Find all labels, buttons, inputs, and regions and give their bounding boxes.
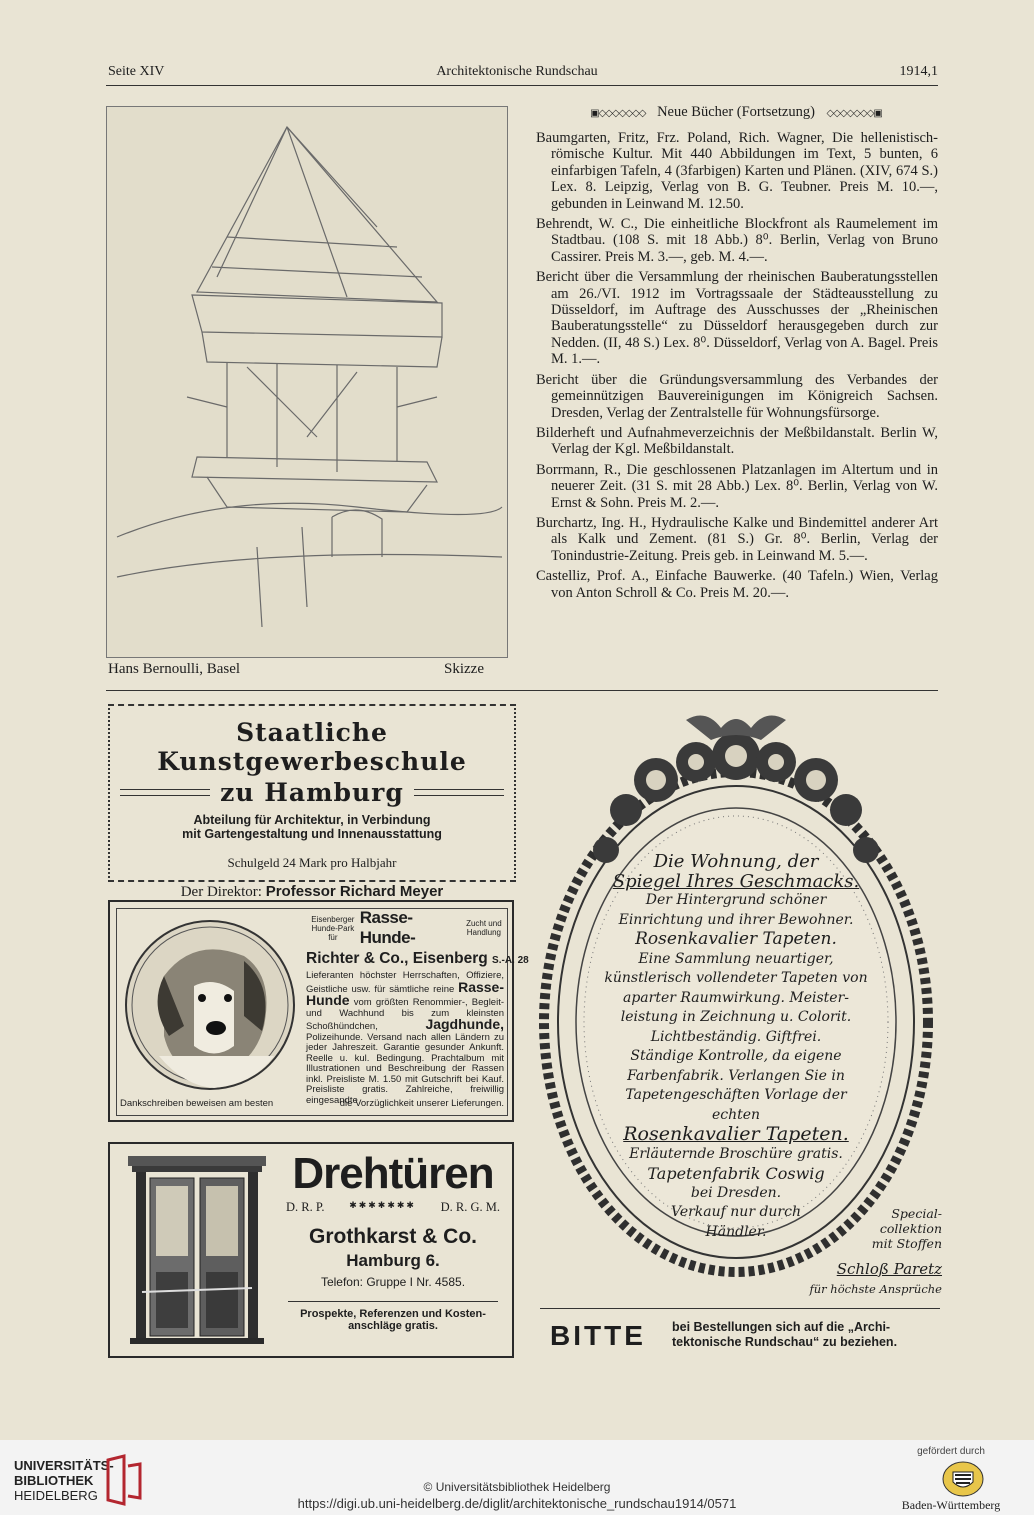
door-ad-note-1: Prospekte, Referenzen und Kosten- (300, 1308, 486, 1320)
wallpaper-claim: für höchste Ansprüche (809, 1282, 942, 1296)
door-ad-divider (288, 1301, 498, 1302)
dog-ad-footer (120, 1098, 504, 1109)
bitte-text (672, 1320, 897, 1350)
dog-ad-breeds: Rasse-Hunde (306, 978, 504, 1008)
dog-ad-para-3: Polizeihunde. Versand nach allen Ländern zu jeder Jahreszeit. Garantie gesunder Ankunft. Reelle u. kul. Bedingung. Prachtalbum mit Illustrationen und Beschreibung der Rassen inkl. Preisliste M. 1.50 mit Gutschrift bei Kauf. Preisliste gratis. Zahlreiche, freiwillig eingesandte (306, 1031, 504, 1106)
dog-ad-company-name: Richter & Co., Eisenberg (306, 950, 488, 967)
school-director (110, 883, 514, 901)
wallpaper-line: Händler. (705, 1223, 767, 1240)
school-director-label: Der Direktor: (180, 884, 262, 900)
book-entry: Baumgarten, Fritz, Frz. Poland, Rich. Wagner, Die hellenistisch-römische Kultur. Mit 440 Abbildungen im Text, 5 bunten, 6 einfarbigen Tafeln, 4 (3farbigen) Karten und Plänen. (XIV, 674 S.) Lex. 8. Leipzig, Verlag von B. G. Teubner. Preis M. 10.—, gebunden in Leinwand M. 12.50. (536, 130, 938, 212)
header-rule (106, 85, 938, 86)
bitte-word: BITTE (550, 1320, 646, 1351)
divider (414, 789, 504, 796)
wallpaper-schloss: Schloß Paretz (836, 1260, 942, 1278)
sketch-illustration (106, 106, 508, 658)
wallpaper-special-line: collektion (879, 1221, 942, 1236)
bitte-line-2: tektonische Rundschau“ zu beziehen. (672, 1335, 898, 1349)
door-ad-stars: ✱✱✱✱✱✱✱ (349, 1200, 416, 1210)
wallpaper-line: Tapetengeschäften Vorlage der (625, 1087, 847, 1103)
wallpaper-special-line: Special- (891, 1206, 942, 1221)
door-ad (108, 1142, 514, 1358)
school-subtitle-row (110, 778, 514, 807)
sketch-caption-left: Hans Bernoulli, Basel (108, 661, 241, 677)
wallpaper-line: Lichtbeständig. Giftfrei. (650, 1028, 822, 1045)
books-title-row (536, 104, 936, 121)
state-name: Baden-Württemberg (901, 1498, 1001, 1512)
viewer-footer (0, 1440, 1034, 1515)
door-ad-drp: D. R. P. (286, 1200, 325, 1214)
wallpaper-line: Tapetenfabrik Coswig (647, 1164, 825, 1183)
wallpaper-line: aparter Raumwirkung. Meister- (622, 989, 850, 1006)
wallpaper-line: Erläuternde Broschüre gratis. (629, 1145, 843, 1162)
school-title: Staatliche Kunstgewerbeschule (157, 718, 467, 776)
bitte-note (536, 1316, 940, 1356)
dog-ad-footer-right: die Vorzüglichkeit unserer Lieferungen. (339, 1098, 504, 1109)
library-name-3: HEIDELBERG (14, 1488, 98, 1503)
dog-ad-text (306, 908, 529, 1106)
bitte-line-1: bei Bestellungen sich auf die „Archi- (672, 1320, 891, 1334)
door-ad-phone: Telefon: Gruppe I Nr. 4585. (320, 1275, 466, 1289)
dog-ad-body (306, 971, 504, 1106)
funded-by-label: gefördert durch (917, 1446, 985, 1457)
wallpaper-ad-text (576, 852, 896, 1242)
dog-ad-hunting: Jagdhunde, (425, 1016, 504, 1032)
books-title-ornament-right: ◇◇◇◇◇◇◇▣ (826, 108, 882, 119)
book-entry: Burchartz, Ing. H., Hydraulische Kalke und Bindemittel anderer Art als Kalk und Zement. (81 S.) Gr. 8⁰. Berlin, Verlag der Tonindustrie-Zeitung. Preis geb. in Leinwand M. 5.—. (536, 514, 938, 564)
door-ad-note-2: anschläge gratis. (348, 1320, 438, 1332)
sketch-caption-right: Skizze (444, 661, 484, 677)
dog-ad-title: Rasse-Hunde- (359, 908, 416, 947)
door-ad-text (280, 1148, 506, 1332)
dog-ad-trade: Zucht und Handlung (466, 919, 502, 937)
door-ad-title: Drehtüren (292, 1149, 494, 1198)
wallpaper-line: Einrichtung und ihrer Bewohner. (618, 911, 854, 928)
wallpaper-line: Spiegel Ihres Geschmacks. (612, 870, 860, 892)
door-ad-patent (280, 1200, 506, 1215)
wallpaper-ad (536, 700, 940, 1304)
dog-ad-para-1: Lieferanten höchster Herrschaften, Offiziere, Geistliche usw. für sämtliche reine (306, 970, 504, 995)
book-entry: Castelliz, Prof. A., Einfache Bauwerke. (40 Tafeln.) Wien, Verlag von Anton Schroll & Co. Preis M. 20.—. (536, 568, 938, 601)
school-director-name: Professor Richard Meyer (265, 883, 444, 900)
dog-ad (108, 900, 529, 1122)
door-ad-city: Hamburg 6. (346, 1251, 440, 1270)
divider (120, 789, 210, 796)
books-title-ornament-left: ▣◇◇◇◇◇◇◇ (590, 108, 646, 119)
section-rule (106, 690, 938, 691)
wallpaper-line: Rosenkavalier Tapeten. (635, 929, 837, 949)
books-title: Neue Bücher (Fortsetzung) (657, 104, 815, 120)
header-center: Architektonische Rundschau (436, 64, 598, 79)
coat-of-arms-icon (940, 1460, 986, 1498)
header-right: 1914,1 (899, 64, 938, 79)
wallpaper-line: Farbenfabrik. Verlangen Sie in (627, 1067, 845, 1084)
wallpaper-line: bei Dresden. (690, 1184, 782, 1201)
book-entry: Bericht über die Gründungsversammlung des Verbandes der gemeinnützigen Bauvereinigungen im Königreich Sachsen. Dresden, Verlag der Zentralstelle für Wohnungsfürsorge. (536, 371, 938, 421)
revolving-door-image (122, 1152, 272, 1348)
school-dept-1: Abteilung für Architektur, in Verbindung (193, 813, 431, 827)
dog-ad-para-2: vom größten Renommier-, Begleit- und Wachhund bis zum kleinsten Schoßhündchen, (306, 997, 505, 1032)
school-dept-2: mit Gartengestaltung und Innenausstattung (182, 827, 442, 841)
dog-ad-company-suffix: S.-A. 28 (492, 955, 529, 966)
wallpaper-line: leistung in Zeichnung u. Colorit. (620, 1009, 852, 1025)
header-left: Seite XIV (108, 64, 165, 79)
page-url[interactable]: https://digi.ub.uni-heidelberg.de/diglit/architektonische_rundschau1914/0571 (297, 1496, 737, 1511)
school-fee: Schulgeld 24 Mark pro Halbjahr (227, 855, 397, 870)
dog-portrait (124, 916, 296, 1094)
book-entry: Bilderheft und Aufnahmeverzeichnis der Meßbildanstalt. Berlin W, Verlag der Kgl. Meßbildanstalt. (536, 424, 938, 458)
sketch-drawing (107, 107, 507, 657)
library-name-1: UNIVERSITÄTS- (14, 1458, 114, 1473)
book-entry: Bericht über die Versammlung der rheinischen Bauberatungsstellen am 26./VI. 1912 im Vortragssaale der Städteausstellung zu Düsseldorf, im Auftrage des Ausschusses der „Rheinischen Bauberatungsstelle“ zu Düsseldorf herausgegeben durch zur Nedden. (II, 48 S.) Lex. 8⁰. Düsseldorf, Verlag von A. Bagel. Preis M. 1.—. (536, 269, 938, 368)
wallpaper-line: Verkauf nur durch (671, 1204, 801, 1220)
wallpaper-line: Eine Sammlung neuartiger, (638, 950, 834, 967)
dog-ad-footer-left: Dankschreiben beweisen am besten (120, 1098, 274, 1109)
door-ad-company: Grothkarst & Co. (308, 1225, 478, 1248)
copyright-notice: © Universitätsbibliothek Heidelberg (423, 1480, 611, 1494)
book-entries (536, 130, 938, 605)
bitte-rule (540, 1308, 940, 1309)
wallpaper-line: Der Hintergrund schöner (645, 892, 827, 908)
book-entry: Behrendt, W. C., Die einheitliche Blockfront als Raumelement im Stadtbau. (108 S. mit 18 Abb.) 8⁰. Berlin, Verlag von Bruno Cassirer. Preis M. 3.—, geb. M. 4.—. (536, 216, 938, 265)
door-ad-drgm: D. R. G. M. (440, 1200, 500, 1214)
library-name-2: BIBLIOTHEK (14, 1473, 94, 1488)
school-city: zu Hamburg (220, 778, 404, 807)
wallpaper-line: künstlerisch vollendeter Tapeten von (604, 970, 868, 986)
wallpaper-special-line: mit Stoffen (871, 1236, 942, 1251)
book-entry: Borrmann, R., Die geschlossenen Platzanlagen im Altertum und in neuerer Zeit. (31 S. mit 28 Abb.) Lex. 8⁰. Berlin, Verlag von W. Ernst & Sohn. Preis M. 2.—. (536, 461, 938, 511)
wallpaper-line: Ständige Kontrolle, da eigene (630, 1048, 842, 1064)
wallpaper-line: Die Wohnung, der (653, 851, 819, 872)
wallpaper-line: echten (711, 1106, 761, 1123)
dog-ad-park: Eisenberger Hunde-Park für (311, 914, 355, 942)
dog-ad-headline (306, 908, 504, 948)
wallpaper-special (832, 1206, 942, 1251)
dog-ad-company (306, 950, 529, 968)
wallpaper-line: Rosenkavalier Tapeten. (623, 1123, 849, 1145)
school-ad (108, 704, 516, 900)
